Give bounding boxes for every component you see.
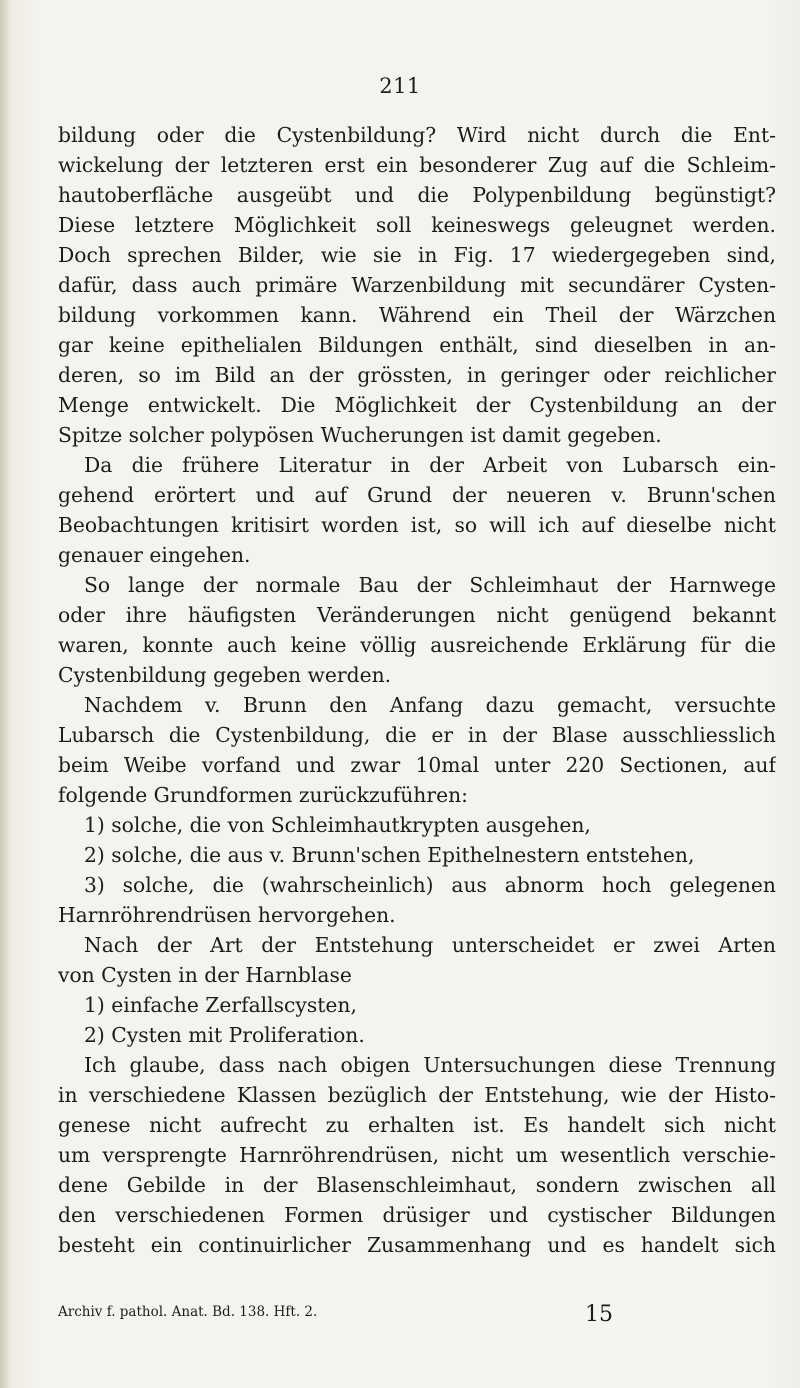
signature-mark: 15 [585,1302,613,1327]
text-line: wickelung der letzteren erst ein besonderer Zug auf die Schleim- [58,153,776,177]
text-line: Harnröhrendrüsen hervorgehen. [58,903,396,927]
text-line: waren, konnte auch keine völlig ausreichende Erklärung für die [58,633,776,657]
text-line: dafür, dass auch primäre Warzenbildung mit secundärer Cysten- [58,273,776,297]
list-item: 2) Cysten mit Proliferation. [84,1023,365,1047]
text-line: oder ihre häufigsten Veränderungen nicht genügend bekannt [58,603,776,627]
paragraph-start-line: Ich glaube, dass nach obigen Untersuchungen diese Trennung [84,1053,776,1077]
text-line: gar keine epithelialen Bildungen enthält, sind dieselben in an- [58,333,776,357]
text-line: von Cysten in der Harnblase [58,963,352,987]
text-line: Doch sprechen Bilder, wie sie in Fig. 17 wiedergegeben sind, [58,243,776,267]
text-line: genauer eingehen. [58,543,251,567]
text-line: Beobachtungen kritisirt worden ist, so will ich auf dieselbe nicht [58,513,776,537]
text-line: bildung vorkommen kann. Während ein Theil der Wärzchen [58,303,776,327]
text-line: den verschiedenen Formen drüsiger und cystischer Bildungen [58,1203,776,1227]
text-line: Spitze solcher polypösen Wucherungen ist damit gegeben. [58,423,662,447]
body-text [58,120,776,1260]
list-item: 3) solche, die (wahrscheinlich) aus abnorm hoch gelegenen [84,873,776,897]
text-line: beim Weibe vorfand und zwar 10mal unter 220 Sectionen, auf [58,753,776,777]
binding-gutter-shadow [0,0,10,1388]
text-line: in verschiedene Klassen bezüglich der Entstehung, wie der Histo- [58,1083,776,1107]
text-line: dene Gebilde in der Blasenschleimhaut, sondern zwischen all [58,1173,776,1197]
text-line: deren, so im Bild an der grössten, in geringer oder reichlicher [58,363,776,387]
text-line: genese nicht aufrecht zu erhalten ist. Es handelt sich nicht [58,1113,776,1137]
list-item: 2) solche, die aus v. Brunn'schen Epithelnestern entstehen, [84,843,695,867]
paragraph-start-line: Nachdem v. Brunn den Anfang dazu gemacht, versuchte [84,693,776,717]
text-line: hautoberfläche ausgeübt und die Polypenbildung begünstigt? [58,183,776,207]
paragraph-start-line: Nach der Art der Entstehung unterscheidet er zwei Arten [84,933,776,957]
text-line: Lubarsch die Cystenbildung, die er in der Blase ausschliesslich [58,723,776,747]
text-line: Diese letztere Möglichkeit soll keineswegs geleugnet werden. [58,213,776,237]
page-number: 211 [379,74,421,98]
list-item: 1) solche, die von Schleimhautkrypten ausgehen, [84,813,591,837]
page-footer [58,1300,776,1330]
journal-citation: Archiv f. pathol. Anat. Bd. 138. Hft. 2. [58,1304,318,1320]
text-line: Cystenbildung gegeben werden. [58,663,392,687]
list-item: 1) einfache Zerfallscysten, [84,993,357,1017]
text-line: um versprengte Harnröhrendrüsen, nicht um wesentlich verschie- [58,1143,776,1167]
text-line: besteht ein continuirlicher Zusammenhang und es handelt sich [58,1233,776,1257]
text-line: Menge entwickelt. Die Möglichkeit der Cystenbildung an der [58,393,776,417]
text-line: bildung oder die Cystenbildung? Wird nicht durch die Ent- [58,123,776,147]
text-line: gehend erörtert und auf Grund der neueren v. Brunn'schen [58,483,776,507]
paragraph-start-line: Da die frühere Literatur in der Arbeit von Lubarsch ein- [84,453,776,477]
paragraph-start-line: So lange der normale Bau der Schleimhaut der Harnwege [84,573,776,597]
text-line: folgende Grundformen zurückzuführen: [58,783,468,807]
